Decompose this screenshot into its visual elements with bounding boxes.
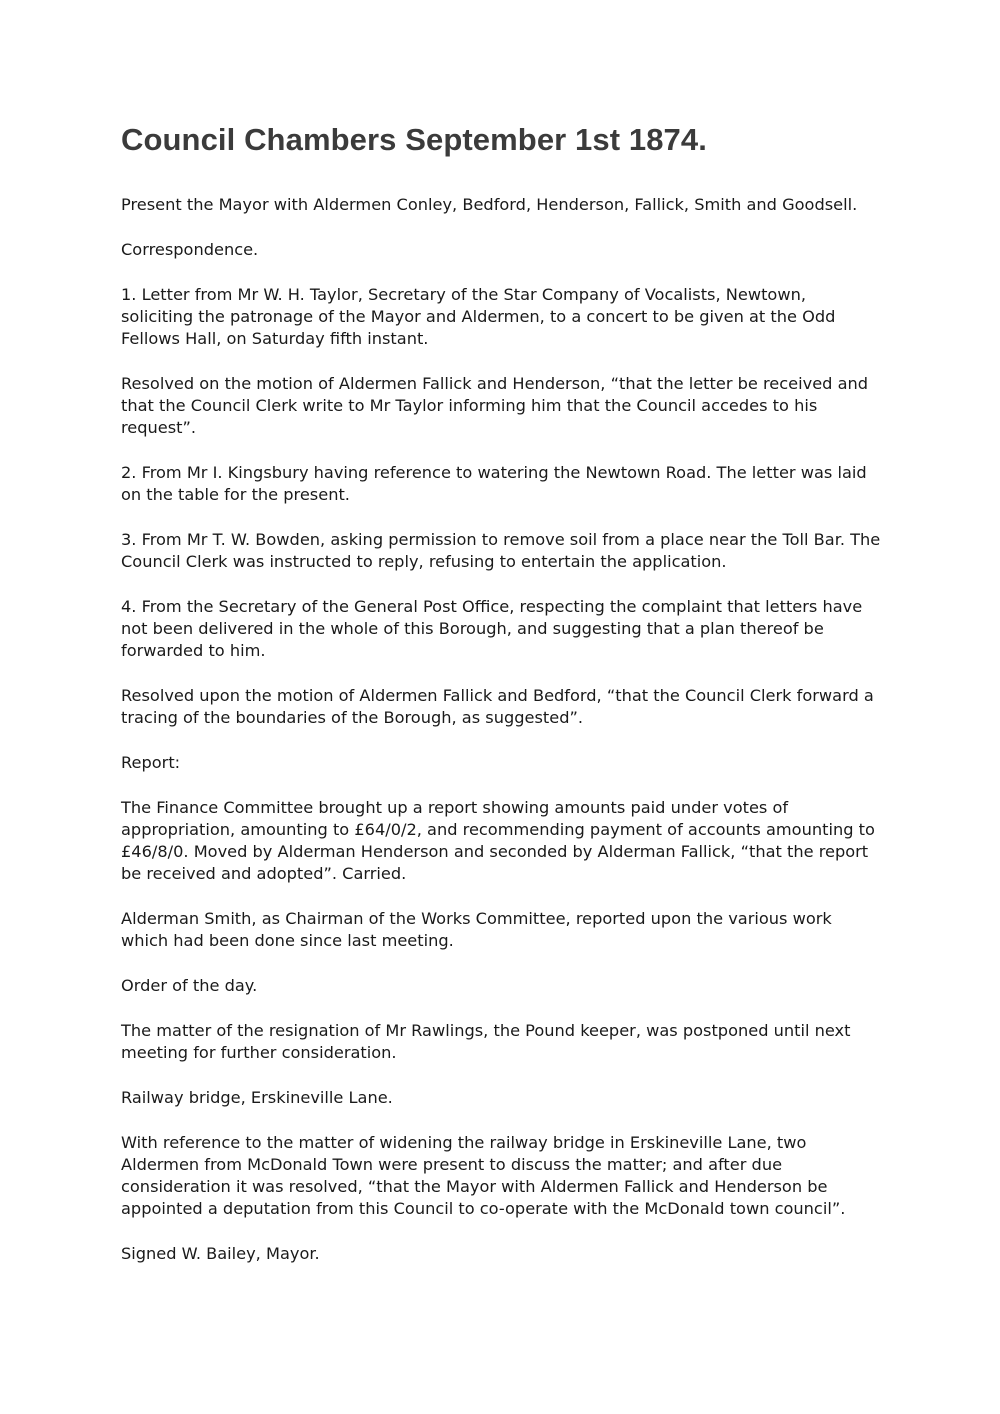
section-heading-correspondence: Correspondence. [121, 240, 259, 259]
resolution-paragraph: Resolved on the motion of Aldermen Fallick and Henderson, “that the letter be received and that the Council Clerk write to Mr Taylor informing him that the Council accedes to his request”. [121, 374, 869, 437]
section-heading-order-of-day: Order of the day. [121, 976, 258, 995]
section-heading-railway-bridge: Railway bridge, Erskineville Lane. [121, 1088, 393, 1107]
finance-report-paragraph: The Finance Committee brought up a report showing amounts paid under votes of appropriation, amounting to £64/0/2, and recommending payment of accounts amounting to £46/8/0. Moved by Alderman Henderson and seconded by Alderman Fallick, “that the report be received and adopted”. Carried. [121, 798, 875, 883]
letter-item-1: 1. Letter from Mr W. H. Taylor, Secretary of the Star Company of Vocalists, Newtown, soliciting the patronage of the Mayor and Aldermen, to a concert to be given at the Odd Fellows Hall, on Saturday fifth instant. [121, 285, 836, 348]
section-heading-report: Report: [121, 753, 181, 772]
page-title: Council Chambers September 1st 1874. [121, 122, 707, 157]
attendance-paragraph: Present the Mayor with Aldermen Conley, Bedford, Henderson, Fallick, Smith and Goodsell. [121, 195, 858, 214]
letter-item-2: 2. From Mr I. Kingsbury having reference to watering the Newtown Road. The letter was laid on the table for the present. [121, 463, 867, 504]
resolution-paragraph: Resolved upon the motion of Aldermen Fallick and Bedford, “that the Council Clerk forward a tracing of the boundaries of the Borough, as suggested”. [121, 686, 874, 727]
letter-item-4: 4. From the Secretary of the General Post Office, respecting the complaint that letters have not been delivered in the whole of this Borough, and suggesting that a plan thereof be forwarded to him. [121, 597, 863, 660]
pound-keeper-paragraph: The matter of the resignation of Mr Rawlings, the Pound keeper, was postponed until next meeting for further consideration. [121, 1021, 851, 1062]
signature-line: Signed W. Bailey, Mayor. [121, 1244, 320, 1263]
letter-item-3: 3. From Mr T. W. Bowden, asking permission to remove soil from a place near the Toll Bar. The Council Clerk was instructed to reply, refusing to entertain the application. [121, 530, 881, 571]
works-report-paragraph: Alderman Smith, as Chairman of the Works Committee, reported upon the various work which had been done since last meeting. [121, 909, 832, 950]
document-page [121, 120, 881, 1288]
railway-bridge-paragraph: With reference to the matter of widening the railway bridge in Erskineville Lane, two Aldermen from McDonald Town were present to discuss the matter; and after due consideration it was resolved, “that the Mayor with Aldermen Fallick and Henderson be appointed a deputation from this Council to co-operate with the McDonald town council”. [121, 1133, 846, 1218]
